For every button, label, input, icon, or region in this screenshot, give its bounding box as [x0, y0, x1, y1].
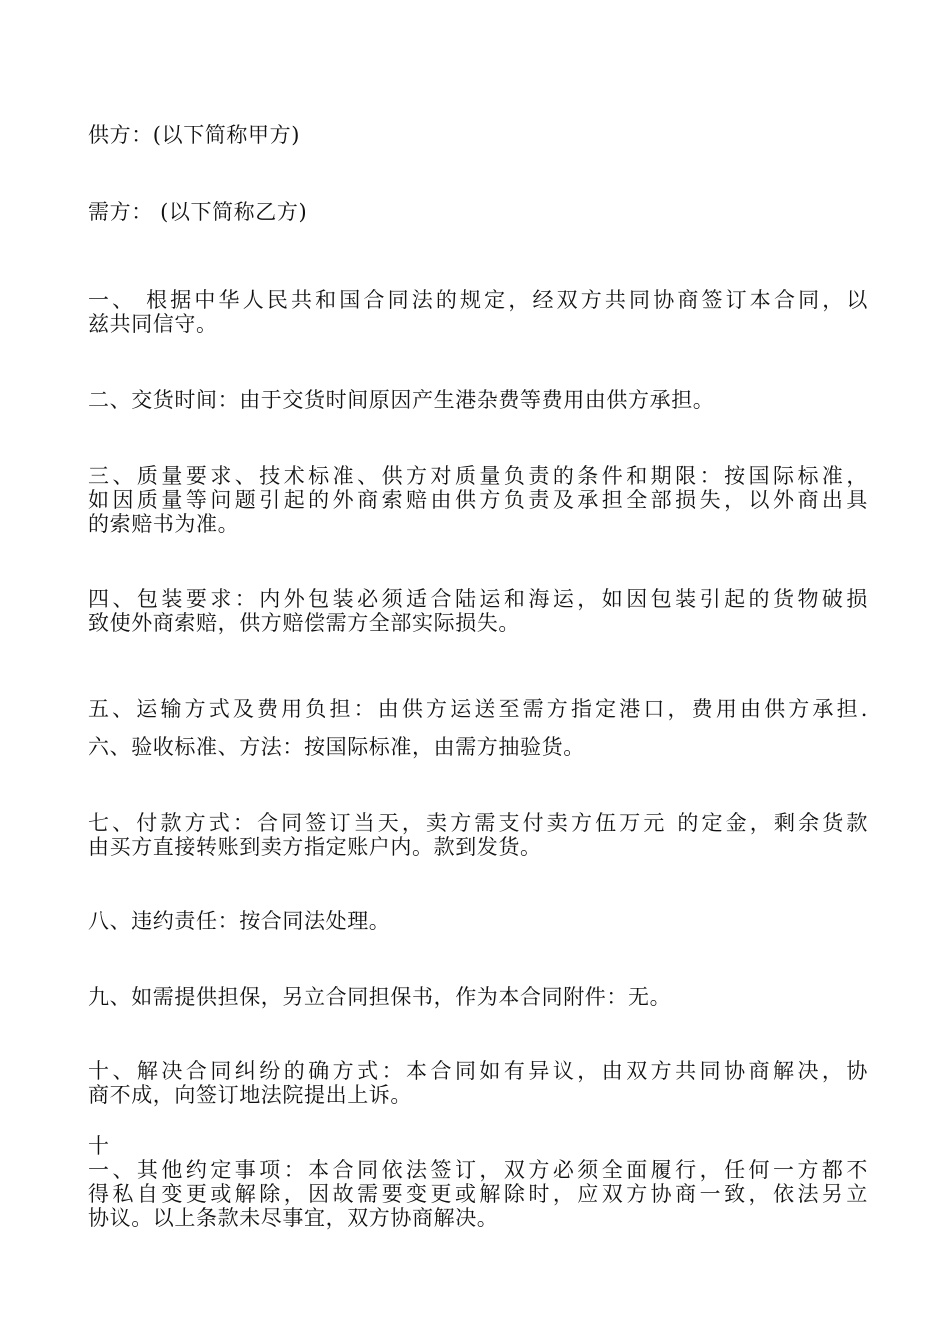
clause-5: [88, 697, 868, 721]
clause-6-line-1: 六、验收标准、方法：按国际标准，由需方抽验货。: [88, 735, 585, 759]
clause-4-line-1: 四、包装要求：内外包装必须适合陆运和海运，如因包装引起的货物破损: [88, 587, 868, 611]
clause-3-line-2: 如因质量等问题引起的外商索赔由供方负责及承担全部损失，以外商出具: [88, 488, 868, 512]
clause-4: [88, 587, 868, 635]
clause-1-line-2: 兹共同信守。: [88, 312, 218, 336]
clause-2-line-1: 二、交货时间：由于交货时间原因产生港杂费等费用由供方承担。: [88, 388, 715, 412]
clause-3-line-1: 三、质量要求、技术标准、供方对质量负责的条件和期限：按国际标准，: [88, 464, 868, 488]
clause-10-line-2: 商不成，向签订地法院提出上诉。: [88, 1083, 412, 1107]
clause-7: [88, 811, 868, 859]
clause-4-line-2: 致使外商索赔，供方赔偿需方全部实际损失。: [88, 611, 520, 635]
clause-1: [88, 288, 868, 336]
buyer-line: [88, 200, 868, 224]
clause-9: [88, 985, 868, 1009]
supplier-text: 供方：(以下简称甲方): [88, 123, 300, 147]
clause-7-line-2: 由买方直接转账到卖方指定账户内。款到发货。: [88, 835, 542, 859]
clause-11-line-3: 得私自变更或解除，因故需要变更或解除时，应双方协商一致，依法另立: [88, 1182, 868, 1206]
clause-3: [88, 464, 868, 536]
buyer-text: 需方： (以下简称乙方): [88, 200, 308, 224]
clause-9-line-1: 九、如需提供担保，另立合同担保书，作为本合同附件：无。: [88, 985, 672, 1009]
clause-11-line-2: 一、其他约定事项：本合同依法签订，双方必须全面履行，任何一方都不: [88, 1158, 868, 1182]
clause-5-line-1: 五、运输方式及费用负担：由供方运送至需方指定港口，费用由供方承担.: [88, 697, 868, 721]
clause-8-line-1: 八、违约责任：按合同法处理。: [88, 909, 391, 933]
clause-11: [88, 1134, 868, 1230]
clause-3-line-3: 的索赔书为准。: [88, 512, 240, 536]
clause-11-line-1: 十: [88, 1134, 110, 1158]
clause-10-line-1: 十、解决合同纠纷的确方式：本合同如有异议，由双方共同协商解决，协: [88, 1059, 868, 1083]
clause-8: [88, 909, 868, 933]
clause-7-line-1: 七、付款方式：合同签订当天，卖方需支付卖方伍万元 的定金，剩余货款: [88, 811, 868, 835]
supplier-line: [88, 123, 868, 147]
clause-11-line-4: 协议。以上条款未尽事宜，双方协商解决。: [88, 1206, 499, 1230]
clause-6: [88, 735, 868, 759]
clause-1-line-1: 一、 根据中华人民共和国合同法的规定，经双方共同协商签订本合同，以: [88, 288, 868, 312]
clause-10: [88, 1059, 868, 1107]
clause-2: [88, 388, 868, 412]
